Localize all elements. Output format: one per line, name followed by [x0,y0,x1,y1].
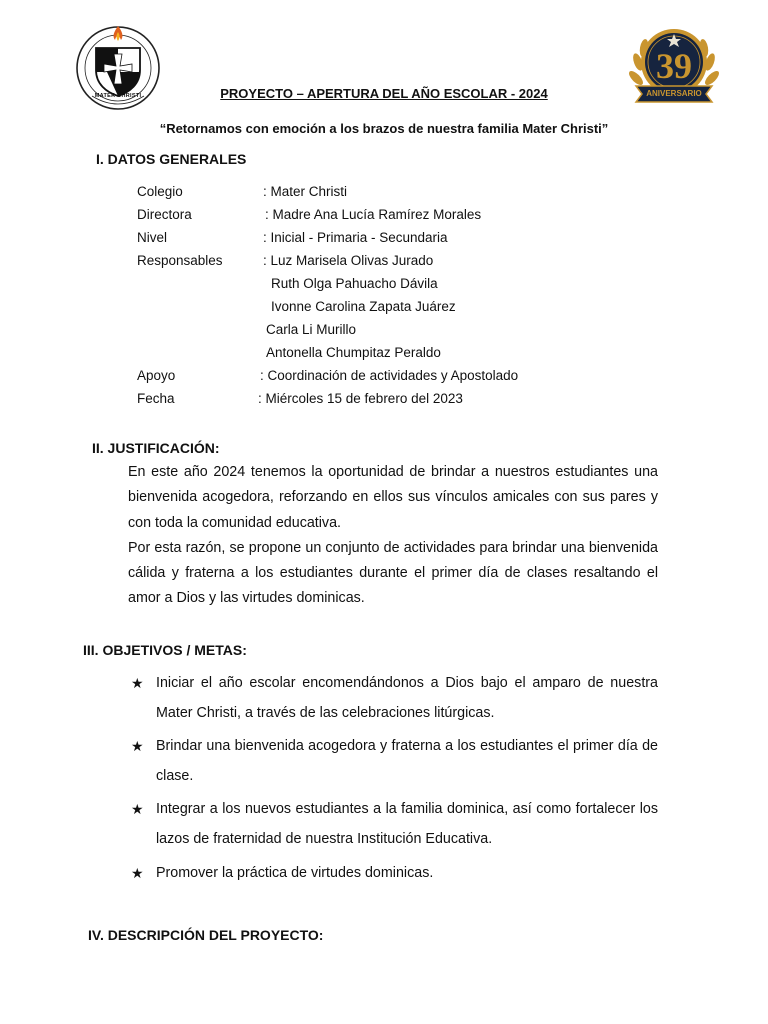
star-icon: ★ [131,738,144,754]
value-fecha: : Miércoles 15 de febrero del 2023 [258,391,463,406]
star-icon: ★ [131,675,144,691]
value-responsable-4: Carla Li Murillo [266,322,357,337]
section-heading-descripcion: IV. DESCRIPCIÓN DEL PROYECTO: [88,927,324,943]
label-apoyo: Apoyo [137,368,176,383]
value-apoyo: : Coordinación de actividades y Apostolado [260,368,519,383]
value-responsable-5: Antonella Chumpitaz Peraldo [266,345,441,360]
justification-text [128,460,658,612]
objective-text: Integrar a los nuevos estudiantes a la familia dominica, así como fortalecer los lazos de fraternidad de nuestra Institución Educativa. [156,801,658,847]
value-responsable-2: Ruth Olga Pahuacho Dávila [271,276,438,291]
justification-paragraph-2: Por esta razón, se propone un conjunto de actividades para brindar una bienvenida cálida y fraterna a los estudiantes durante el primer día de clases resaltando el amor a Dios y las virtudes dominicas. [128,539,658,607]
objective-text: Iniciar el año escolar encomendándonos a Dios bajo el amparo de nuestra Mater Christi, a través de las celebraciones litúrgicas. [156,675,658,721]
section-heading-datos-generales: I. DATOS GENERALES [96,151,247,167]
value-responsable-3: Ivonne Carolina Zapata Juárez [271,299,456,314]
section-heading-justificacion: II. JUSTIFICACIÓN: [92,440,220,456]
anniversary-number: 39 [656,46,692,86]
document-title [0,86,768,101]
objective-item [131,731,658,791]
value-nivel: : Inicial - Primaria - Secundaria [263,230,448,245]
objective-item [131,858,658,888]
section-heading-objetivos: III. OBJETIVOS / METAS: [83,642,247,658]
objective-text: Promover la práctica de virtudes dominicas. [156,865,434,881]
document-subtitle: “Retornamos con emoción a los brazos de nuestra familia Mater Christi” [159,121,609,136]
crest-text: MATER CHRISTI [94,93,142,99]
justification-paragraph-1: En este año 2024 tenemos la oportunidad de brindar a nuestros estudiantes una bienvenida acogedora, reforzando en ellos sus vínculos amicales con sus pares y con toda la comunidad educativa. [128,464,658,531]
label-directora: Directora [137,207,192,222]
label-fecha: Fecha [137,391,175,406]
document-title-text: PROYECTO – APERTURA DEL AÑO ESCOLAR - 2024 [220,86,548,101]
label-colegio: Colegio [137,184,183,199]
value-colegio: : Mater Christi [263,184,348,199]
label-nivel: Nivel [137,230,168,245]
objective-item [131,794,658,854]
value-responsable-1: : Luz Marisela Olivas Jurado [263,253,434,268]
objective-text: Brindar una bienvenida acogedora y fraterna a los estudiantes el primer día de clase. [156,738,658,784]
value-directora: : Madre Ana Lucía Ramírez Morales [265,207,482,222]
label-responsables: Responsables [137,253,223,268]
anniversary-ribbon-text: ANIVERSARIO [646,89,702,98]
star-icon: ★ [131,865,144,881]
objective-item [131,668,658,728]
star-icon: ★ [131,801,144,817]
